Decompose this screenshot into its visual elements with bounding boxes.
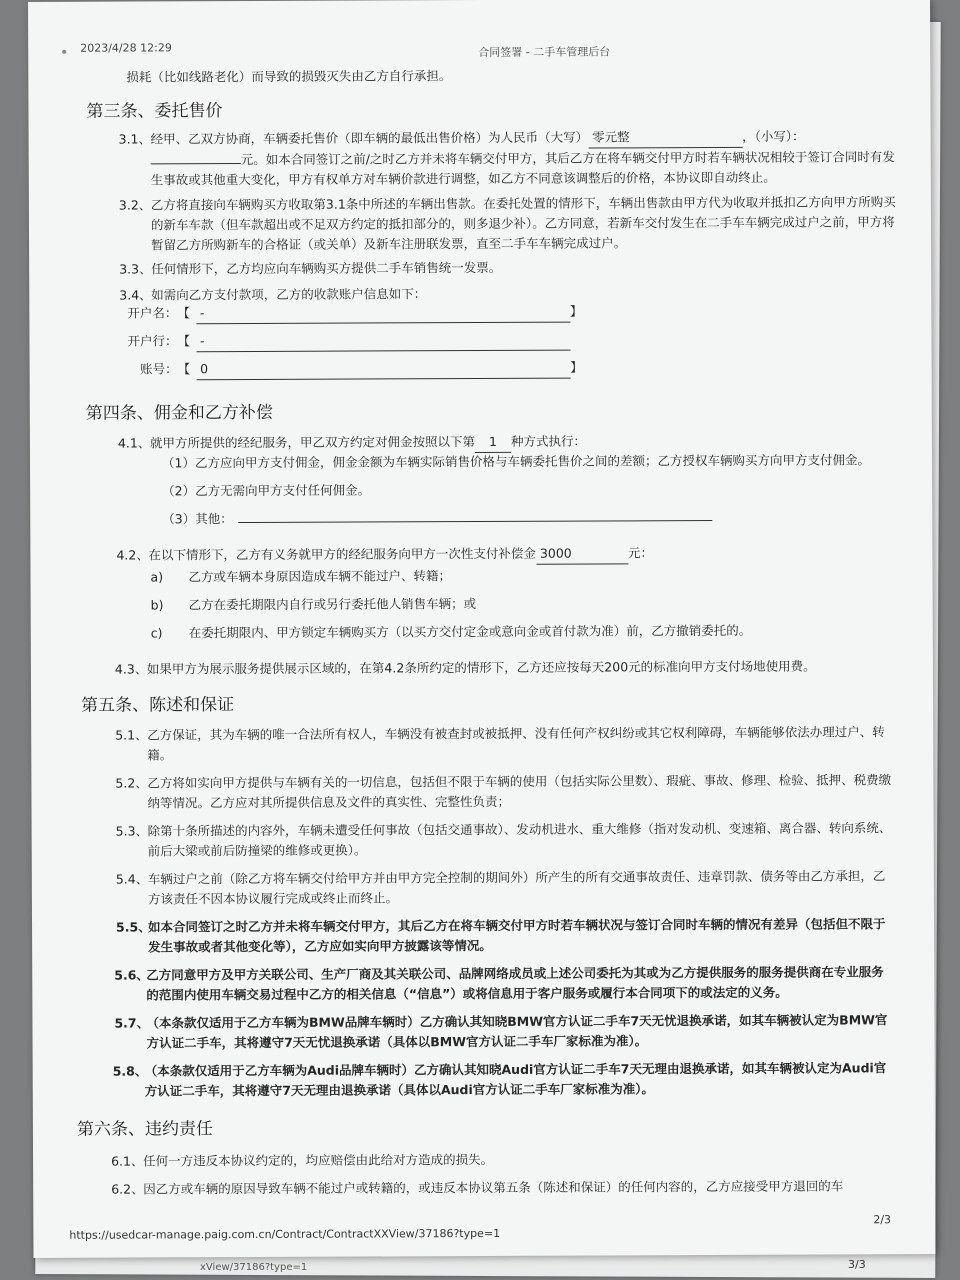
clause-5-5: 5.5、 如本合同签订之时乙方并未将车辆交付甲方，其后乙方在将车辆交付甲方时若车辆状况与签订合同时车辆的情况有差异（包括但不限于发生事故或者其他变化等），乙方应如实向甲方披露该等情况。 — [116, 916, 886, 955]
clause-5-7: 5.7、 （本条款仅适用于乙方车辆为BMW品牌车辆时）乙方确认其知晓BMW官方认证二手车7天无忧退换承诺，如其车辆被认定为BMW官方认证二手车，其将遵守7天无忧退换承诺（具体以BMW官方认证二手车厂家标准为准）。 — [114, 1012, 888, 1051]
clause-3-1: 3.1、 经甲、乙双方协商，车辆委托售价（即车辆的最低出售价格）为人民币（大写） 零元整 ，（小写）： 元。如本合同签订之前/之时乙方并未将车辆交付甲方，其后乙方在将车辆交付甲方时若车辆状况相较于签订合同时有发生事故或其他重大变化，甲方有权单方对车辆价款进行调整，如乙方不同意该调整后的价格，本协议即自动终止。 — [118, 128, 895, 188]
intro-line: 损耗（比如线路老化）而导致的损毁灭失由乙方自行承担。 — [126, 68, 452, 85]
price-in-words: 零元整 — [588, 127, 742, 149]
account-bank-row: 开户行：【 - — [119, 330, 570, 353]
commission-option-2: （2）乙方无需向甲方支付任何佣金。 — [162, 482, 371, 499]
account-name-row: 开户名：【 - 】 — [119, 302, 582, 325]
clause-4-1: 4.1、 就甲方所提供的经纪服务，甲乙双方约定对佣金按照以下第 1 种方式执行： — [118, 430, 898, 454]
clause-4-2-item-c: c) 在委托期限内、甲方锁定车辆购买方（以买方交付定金或意向金或首付款为准）前，乙方撤销委托的。 — [150, 622, 752, 641]
clause-5-1: 5.1、 乙方保证，其为车辆的唯一合法所有权人，车辆没有被查封或被抵押、没有任何产权纠纷或其它权利障碍，车辆能够依法办理过户、转籍。 — [115, 724, 885, 763]
clause-5-8: 5.8、 （本条款仅适用于乙方车辆为Audi品牌车辆时）乙方确认其知晓Audi官方认证二手车7天无理由退换承诺，如其车辆被认定为Audi官方认证二手车，其将遵守7天无理由退换承诺（具体以Audi官方认证二手车厂家标准为准）。 — [112, 1060, 887, 1099]
clause-4-2-item-a: a) 乙方或车辆本身原因造成车辆不能过户、转籍； — [150, 568, 452, 585]
commission-method-choice: 1 — [475, 432, 511, 453]
punch-dot — [62, 50, 66, 54]
back-sheet-url: xView/37186?type=1 — [200, 1262, 308, 1273]
print-header-title: 合同签署 - 二手车管理后台 — [478, 45, 611, 60]
commission-option-1: （1）乙方应向甲方支付佣金，佣金金额为车辆实际销售价格与车辆委托售价之间的差额；乙方授权车辆购买方向甲方支付佣金。 — [161, 452, 871, 471]
compensation-amount: 3000 — [536, 543, 628, 564]
price-in-figures — [151, 163, 241, 164]
section4-heading: 第四条、佣金和乙方补偿 — [85, 402, 273, 424]
clause-4-3: 4.3、 如果甲方为展示服务提供展示区域的，在第4.2条所约定的情形下，乙方还应按每天200元的标准向甲方支付场地使用费。 — [114, 658, 816, 677]
page-number: 2/3 — [873, 1213, 892, 1227]
clause-3-3: 3.3、 任何情形下，乙方均应向车辆购买方提供二手车销售统一发票。 — [119, 259, 502, 277]
clause-5-2: 5.2、 乙方将如实向甲方提供与车辆有关的一切信息，包括但不限于车辆的使用（包括实际公里数）、瑕疵、事故、修理、检验、抵押、税费缴纳等情况。乙方应对其所提供信息及文件的真实性、完整性负责； — [115, 772, 892, 811]
account-bank-value: - — [196, 330, 570, 353]
section5-heading: 第五条、陈述和保证 — [81, 695, 235, 716]
clause-6-1: 6.1、 任何一方违反本协议约定的，均应赔偿由此给对方造成的损失。 — [111, 1151, 494, 1169]
clause-5-6: 5.6、 乙方同意甲方及甲方关联公司、生产厂商及其关联公司、品牌网络成员或上述公司委托为其或为乙方提供服务的服务提供商在专业服务的范围内使用车辆交易过程中乙方的相关信息（“信息”）或将信息用于客户服务或履行本合同项下的或法定的义务。 — [114, 964, 884, 1003]
section6-heading: 第六条、违约责任 — [76, 1119, 213, 1140]
account-number-row: 账号：【 0 】 — [120, 358, 583, 381]
section3-heading: 第三条、委托售价 — [86, 101, 223, 122]
clause-3-2: 3.2、 乙方将直接向车辆购买方收取第3.1条中所述的车辆出售款。在委托处置的情形下，车辆出售款由甲方代为收取并抵扣乙方向甲方所购买的新车车款（但车款超出或不足双方约定的抵扣部分的，则多退少补）。乙方同意，若新车交付发生在二手车车辆完成过户之前，甲方将暂留乙方所购新车的合格证（或关单）及新车注册联发票，直至二手车车辆完成过户。 — [118, 194, 896, 253]
print-datetime: 2023/4/28 12:29 — [80, 41, 172, 55]
clause-4-2: 4.2、 在以下情形下，乙方有义务就甲方的经纪服务向甲方一次性支付补偿金 3000 元： — [116, 542, 896, 566]
clause-4-2-item-b: b) 乙方在委托期限内自行或另行委托他人销售车辆；或 — [150, 596, 477, 613]
clause-3-4: 3.4、 如需向乙方支付款项，乙方的收款账户信息如下： — [119, 286, 427, 303]
commission-option-3: （3）其他： — [162, 506, 902, 529]
print-footer-url: https://usedcar-manage.paig.com.cn/Contract/ContractXXView/37186?type=1 — [69, 1226, 501, 1242]
contract-page — [28, 0, 935, 1258]
account-number-value: 0 — [196, 358, 570, 381]
clause-5-3: 5.3、 除第十条所描述的内容外，车辆未遭受任何事故（包括交通事故）、发动机进水、重大维修（指对发动机、变速箱、离合器、转向系统、前后大梁或前后防撞梁的维修或更换）。 — [115, 820, 892, 859]
clause-6-2: 6.2、 因乙方或车辆的原因导致车辆不能过户或转籍的，或违反本协议第五条（陈述和保证）的任何内容的，乙方应接受甲方退回的车 — [111, 1178, 844, 1197]
commission-other-line — [239, 520, 713, 523]
back-sheet-page-number: 3/3 — [848, 1258, 866, 1271]
account-name-value: - — [196, 302, 570, 325]
clause-5-4: 5.4、 车辆过户之前（除乙方将车辆交付给甲方并由甲方完全控制的期间外）所产生的所有交通事故责任、违章罚款、债务等由乙方承担，乙方该责任不因本协议履行完成或终止而终止。 — [115, 868, 886, 907]
